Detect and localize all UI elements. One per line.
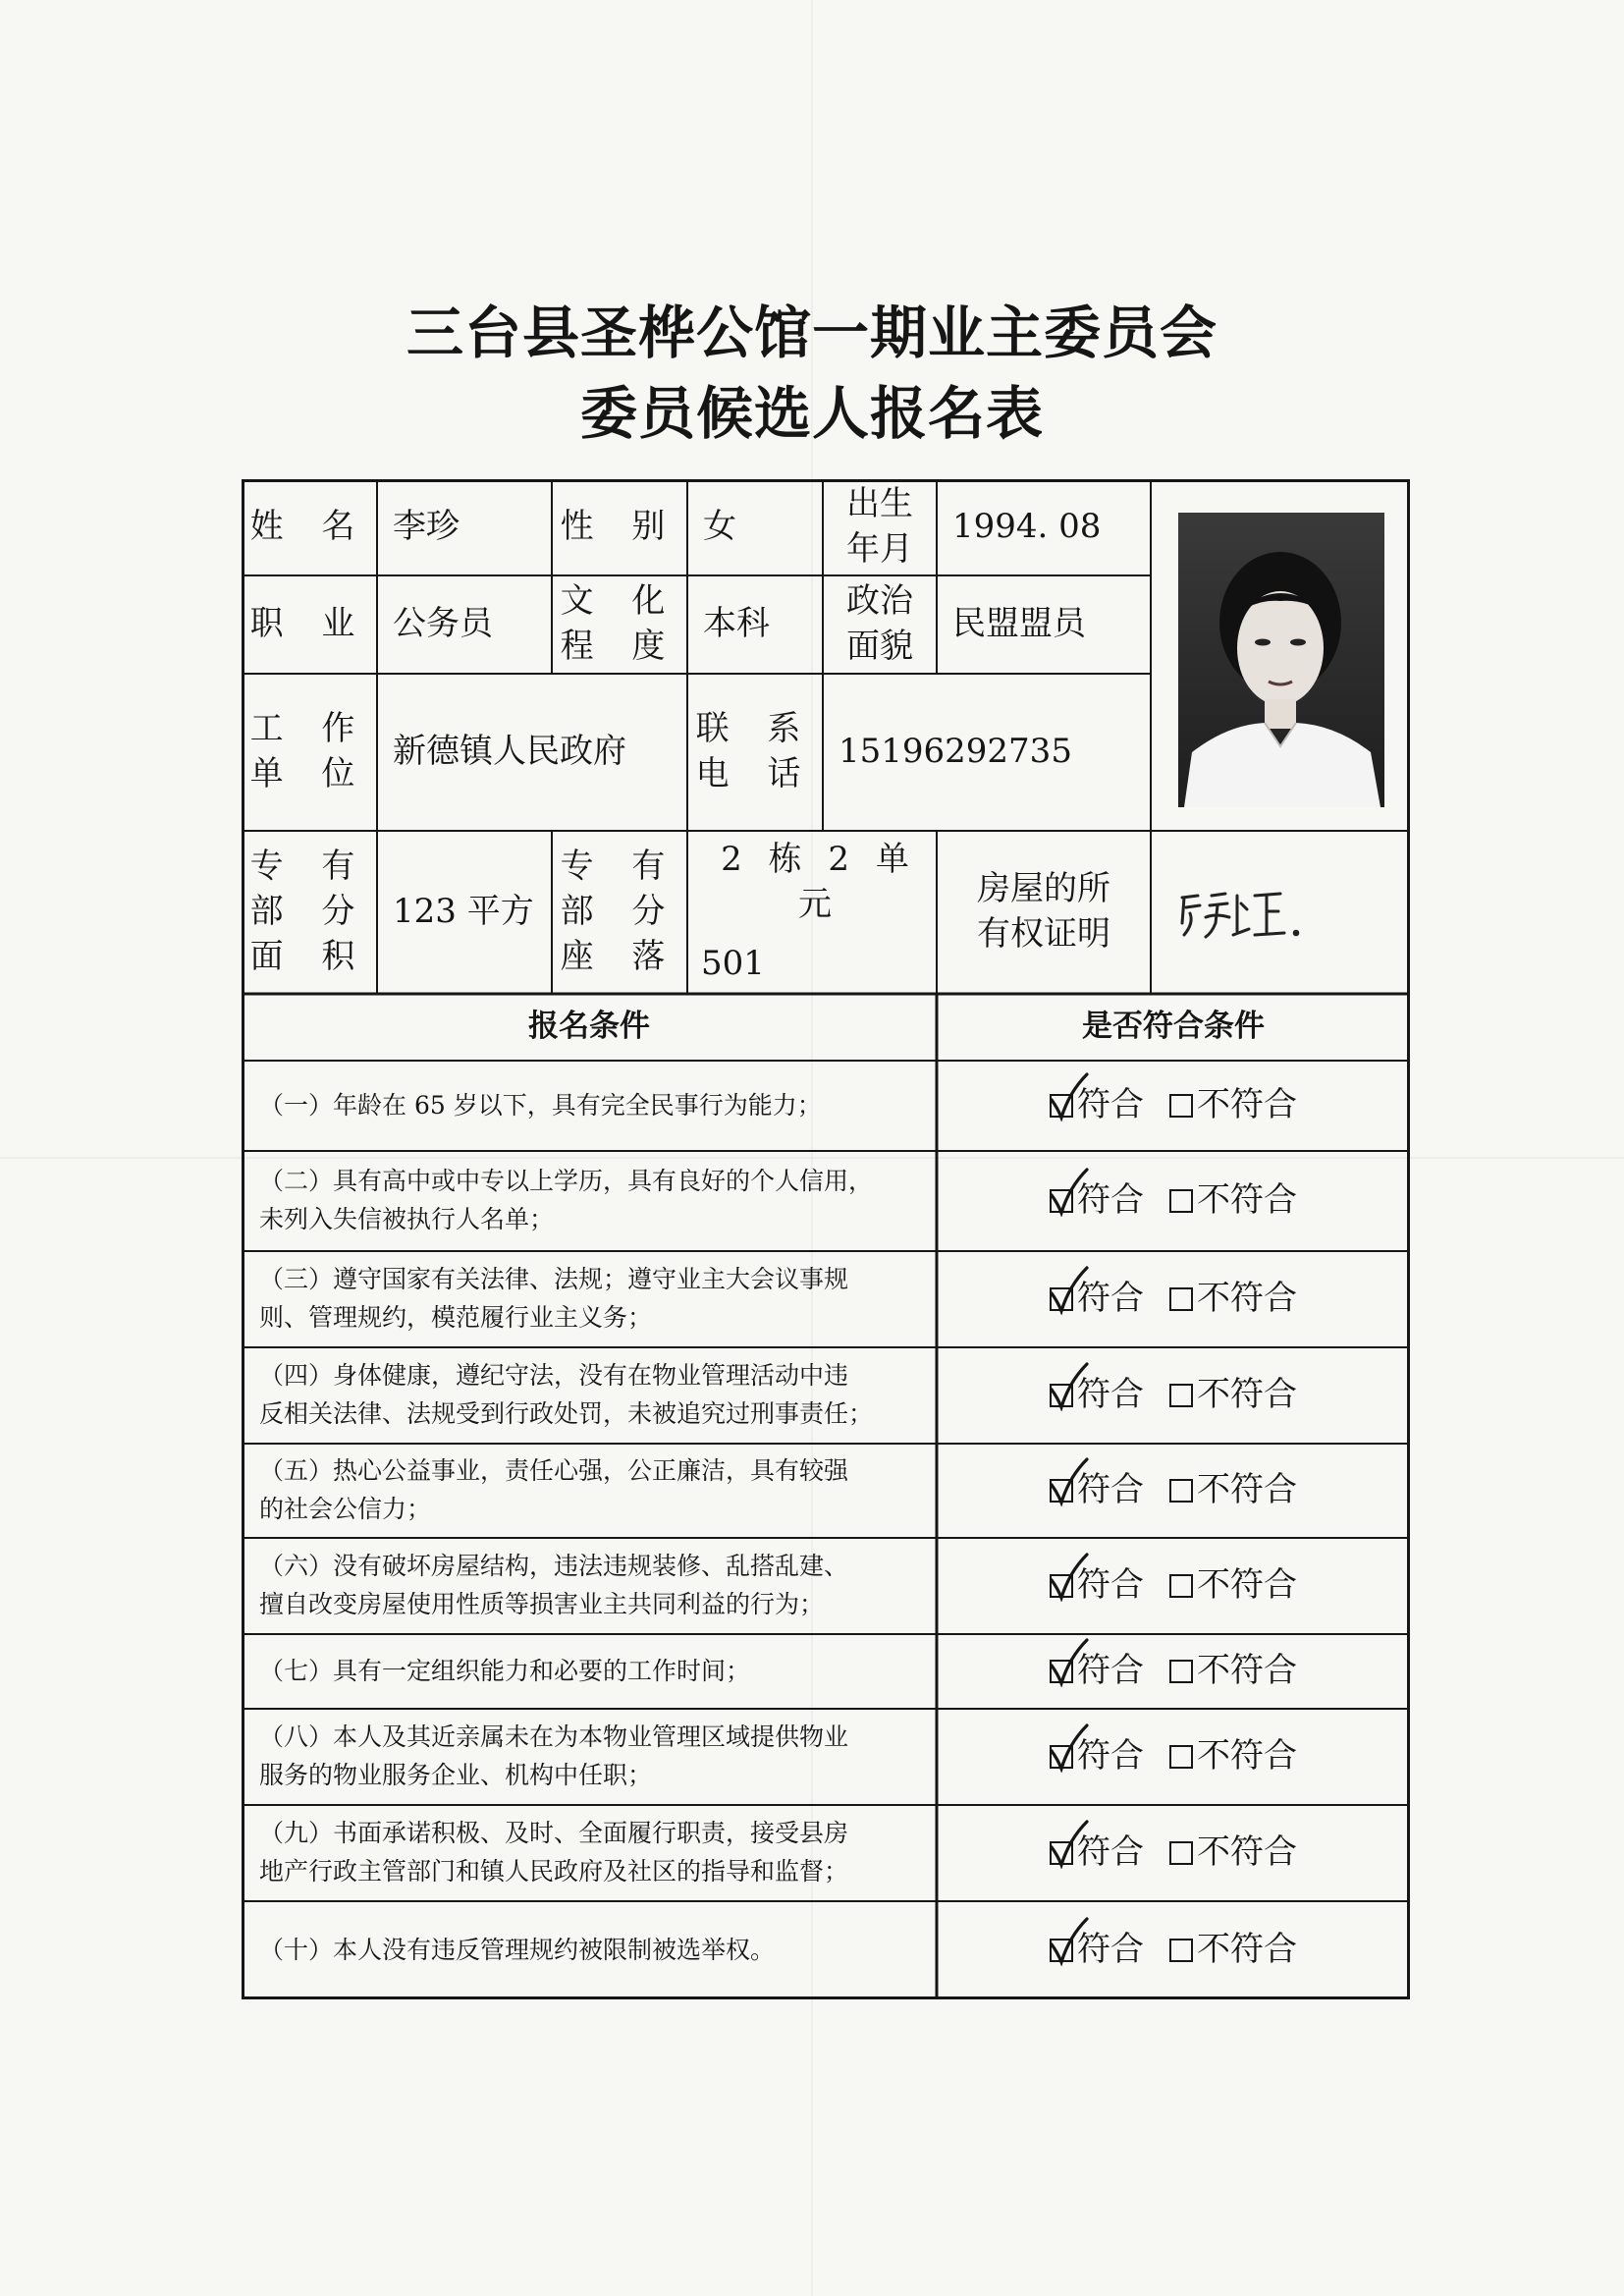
- checkbox-not-conform[interactable]: [1169, 1939, 1193, 1962]
- compliance-option-group: [1050, 1178, 1297, 1224]
- checkbox-not-conform[interactable]: [1169, 1745, 1193, 1769]
- handwritten-check-icon: [1048, 1636, 1091, 1687]
- area-label-line1: 专 有: [249, 847, 369, 887]
- option-not-conform-label: 不符合: [1197, 1565, 1297, 1606]
- education-label: [552, 575, 687, 674]
- option-not-conform-label: 不符合: [1197, 1832, 1297, 1873]
- condition-text-line1: （七）具有一定组织能力和必要的工作时间；: [259, 1656, 751, 1685]
- condition-text-line1: （六）没有破坏房屋结构，违法违规装修、乱搭乱建、: [259, 1552, 849, 1581]
- checkbox-conform[interactable]: [1050, 1094, 1073, 1118]
- birth-label-line1: 出生: [846, 484, 913, 524]
- compliance-options: [937, 1805, 1410, 1901]
- condition-text: [242, 1151, 937, 1251]
- condition-text-line2: 地产行政主管部门和镇人民政府及社区的指导和监督；: [259, 1857, 849, 1886]
- option-conform[interactable]: [1050, 1563, 1144, 1609]
- workplace-value: 新德镇人民政府: [393, 732, 626, 772]
- option-not-conform[interactable]: [1169, 1083, 1297, 1128]
- occupation-value: 公务员: [393, 604, 493, 644]
- birth-label-line2: 年月: [846, 529, 913, 569]
- political-label: [823, 575, 937, 674]
- compliance-options: [937, 1634, 1410, 1709]
- name-label: 姓 名: [249, 507, 369, 547]
- ownership-label-line1: 房屋的所: [977, 869, 1110, 909]
- option-conform-label: 符合: [1077, 1375, 1144, 1415]
- checkbox-conform[interactable]: [1050, 1479, 1073, 1503]
- checkbox-conform[interactable]: [1050, 1287, 1073, 1311]
- option-conform-label: 符合: [1077, 1180, 1144, 1221]
- ownership-handwritten-signature: [1176, 884, 1314, 943]
- area-value: 123 平方: [393, 892, 534, 932]
- checkbox-conform[interactable]: [1050, 1189, 1073, 1213]
- education-label-line2: 程 度: [560, 627, 679, 666]
- form-subtitle: 委员候选人报名表: [579, 380, 1044, 447]
- condition-text-line1: （三）遵守国家有关法律、法规；遵守业主大会议事规: [259, 1265, 849, 1294]
- compliance-option-group: [1050, 1468, 1297, 1513]
- compliance-options: [937, 1251, 1410, 1347]
- conditions-header: 报名条件: [528, 1009, 650, 1045]
- workplace-label-line2: 单 位: [249, 754, 369, 793]
- checkbox-conform[interactable]: [1050, 1745, 1073, 1769]
- compliance-options: [937, 1347, 1410, 1444]
- condition-text-line2: 服务的物业服务企业、机构中任职；: [259, 1761, 653, 1789]
- handwritten-check-icon: [1048, 1551, 1091, 1602]
- location-label-line3: 座 落: [560, 936, 679, 976]
- condition-text-line2: 未列入失信被执行人名单；: [259, 1205, 555, 1233]
- condition-text: [242, 1444, 937, 1538]
- compliance-options: [937, 1151, 1410, 1251]
- compliance-options: [937, 1901, 1410, 1999]
- condition-text: [242, 1634, 937, 1709]
- compliance-option-group: [1050, 1563, 1297, 1609]
- option-not-conform[interactable]: [1169, 1563, 1297, 1609]
- compliance-options: [937, 1061, 1410, 1151]
- checkbox-not-conform[interactable]: [1169, 1189, 1193, 1213]
- checkbox-not-conform[interactable]: [1169, 1660, 1193, 1683]
- option-not-conform[interactable]: [1169, 1649, 1297, 1694]
- workplace-label-line1: 工 作: [249, 709, 369, 749]
- ownership-label: [937, 831, 1151, 994]
- condition-text: [242, 1251, 937, 1347]
- option-not-conform-label: 不符合: [1197, 1375, 1297, 1415]
- checkbox-not-conform[interactable]: [1169, 1287, 1193, 1311]
- condition-text-line2: 反相关法律、法规受到行政处罚，未被追究过刑事责任；: [259, 1399, 874, 1428]
- compliance-option-group: [1050, 1083, 1297, 1128]
- checkbox-not-conform[interactable]: [1169, 1384, 1193, 1407]
- compliance-option-group: [1050, 1277, 1297, 1322]
- option-not-conform-label: 不符合: [1197, 1470, 1297, 1510]
- location-value-line2: 501: [701, 944, 765, 984]
- compliance-option-group: [1050, 1831, 1297, 1876]
- option-not-conform-label: 不符合: [1197, 1930, 1297, 1970]
- handwritten-check-icon: [1048, 1722, 1091, 1773]
- option-conform-label: 符合: [1077, 1832, 1144, 1873]
- option-not-conform[interactable]: [1169, 1928, 1297, 1973]
- option-conform-label: 符合: [1077, 1736, 1144, 1777]
- phone-label-line1: 联 系: [695, 709, 815, 749]
- location-value-line1: 2 栋 2 单元: [721, 840, 917, 924]
- condition-text-line2: 则、管理规约，模范履行业主义务；: [259, 1303, 653, 1332]
- checkbox-conform[interactable]: [1050, 1939, 1073, 1962]
- condition-text: [242, 1805, 937, 1901]
- option-conform-label: 符合: [1077, 1930, 1144, 1970]
- area-label-line2: 部 分: [249, 892, 369, 932]
- option-conform[interactable]: [1050, 1468, 1144, 1513]
- condition-text-line1: （四）身体健康，遵纪守法，没有在物业管理活动中违: [259, 1361, 849, 1391]
- handwritten-check-icon: [1048, 1818, 1091, 1869]
- checkbox-not-conform[interactable]: [1169, 1479, 1193, 1503]
- option-conform[interactable]: [1050, 1831, 1144, 1876]
- option-not-conform[interactable]: [1169, 1277, 1297, 1322]
- location-value: [687, 831, 937, 994]
- phone-value: 15196292735: [839, 732, 1072, 772]
- political-label-line2: 面貌: [846, 627, 913, 666]
- compliance-option-group: [1050, 1928, 1297, 1973]
- option-conform-label: 符合: [1077, 1651, 1144, 1691]
- checkbox-conform[interactable]: [1050, 1574, 1073, 1598]
- education-value: 本科: [703, 604, 770, 644]
- option-not-conform-label: 不符合: [1197, 1279, 1297, 1319]
- handwritten-check-icon: [1048, 1070, 1091, 1121]
- checkbox-conform[interactable]: [1050, 1384, 1073, 1407]
- checkbox-conform[interactable]: [1050, 1841, 1073, 1865]
- option-conform[interactable]: [1050, 1373, 1144, 1418]
- area-label-line3: 面 积: [249, 936, 369, 976]
- checkbox-not-conform[interactable]: [1169, 1574, 1193, 1598]
- option-not-conform[interactable]: [1169, 1373, 1297, 1418]
- education-label-line1: 文 化: [560, 581, 679, 622]
- area-label: [242, 831, 377, 994]
- option-conform-label: 符合: [1077, 1279, 1144, 1319]
- condition-text-line1: （二）具有高中或中专以上学历，具有良好的个人信用，: [259, 1167, 874, 1196]
- condition-text: [242, 1709, 937, 1805]
- checkbox-not-conform[interactable]: [1169, 1094, 1193, 1118]
- option-not-conform-label: 不符合: [1197, 1085, 1297, 1125]
- option-conform[interactable]: [1050, 1928, 1144, 1973]
- ownership-label-line2: 有权证明: [977, 914, 1110, 954]
- compliance-option-group: [1050, 1373, 1297, 1418]
- workplace-label: [242, 674, 377, 831]
- form-title: 三台县圣桦公馆一期业主委员会: [406, 300, 1218, 366]
- handwritten-check-icon: [1048, 1915, 1091, 1966]
- condition-text-line2: 的社会公信力；: [259, 1495, 432, 1523]
- political-label-line1: 政治: [846, 581, 913, 622]
- option-not-conform-label: 不符合: [1197, 1180, 1297, 1221]
- option-not-conform[interactable]: [1169, 1468, 1297, 1513]
- condition-text: [242, 1061, 937, 1151]
- condition-text: [242, 1347, 937, 1444]
- option-conform[interactable]: [1050, 1178, 1144, 1224]
- condition-text-line1: （八）本人及其近亲属未在为本物业管理区域提供物业: [259, 1722, 849, 1752]
- option-not-conform-label: 不符合: [1197, 1736, 1297, 1777]
- compliance-option-group: [1050, 1649, 1297, 1694]
- handwritten-check-icon: [1048, 1166, 1091, 1217]
- handwritten-check-icon: [1048, 1264, 1091, 1315]
- condition-text: [242, 1538, 937, 1634]
- option-not-conform[interactable]: [1169, 1734, 1297, 1779]
- condition-text: [242, 1901, 937, 1999]
- location-label-line1: 专 有: [560, 847, 679, 887]
- registration-form-table: [242, 479, 1410, 1999]
- option-conform[interactable]: [1050, 1734, 1144, 1779]
- handwritten-check-icon: [1048, 1360, 1091, 1411]
- birth-value: 1994. 08: [952, 507, 1102, 547]
- phone-label-line2: 电 话: [695, 754, 815, 793]
- checkbox-conform[interactable]: [1050, 1660, 1073, 1683]
- option-conform[interactable]: [1050, 1083, 1144, 1128]
- condition-text-line1: （十）本人没有违反管理规约被限制被选举权。: [259, 1935, 776, 1964]
- handwritten-check-icon: [1048, 1455, 1091, 1506]
- compliance-options: [937, 1709, 1410, 1805]
- condition-text-line1: （一）年龄在 65 岁以下，具有完全民事行为能力；: [259, 1090, 822, 1120]
- option-conform-label: 符合: [1077, 1085, 1144, 1125]
- option-not-conform-label: 不符合: [1197, 1651, 1297, 1691]
- birth-label: [823, 479, 937, 575]
- condition-text-line1: （五）热心公益事业，责任心强，公正廉洁，具有较强: [259, 1456, 849, 1486]
- option-conform-label: 符合: [1077, 1565, 1144, 1606]
- compliance-options: [937, 1538, 1410, 1634]
- compliance-option-group: [1050, 1734, 1297, 1779]
- checkbox-not-conform[interactable]: [1169, 1841, 1193, 1865]
- gender-label: 性 别: [560, 507, 679, 547]
- location-label-line2: 部 分: [560, 892, 679, 932]
- occupation-label: 职 业: [249, 604, 369, 644]
- political-value: 民盟盟员: [952, 604, 1086, 644]
- compliance-header: 是否符合条件: [1082, 1009, 1265, 1045]
- compliance-options: [937, 1444, 1410, 1538]
- condition-text-line2: 擅自改变房屋使用性质等损害业主共同利益的行为；: [259, 1590, 825, 1618]
- condition-text-line1: （九）书面承诺积极、及时、全面履行职责，接受县房: [259, 1819, 849, 1848]
- option-not-conform[interactable]: [1169, 1831, 1297, 1876]
- gender-value: 女: [703, 507, 736, 547]
- option-not-conform[interactable]: [1169, 1178, 1297, 1224]
- option-conform[interactable]: [1050, 1649, 1144, 1694]
- applicant-photo: [1178, 513, 1384, 807]
- phone-label: [687, 674, 823, 831]
- option-conform-label: 符合: [1077, 1470, 1144, 1510]
- option-conform[interactable]: [1050, 1277, 1144, 1322]
- name-value: 李珍: [393, 507, 460, 547]
- location-label: [552, 831, 687, 994]
